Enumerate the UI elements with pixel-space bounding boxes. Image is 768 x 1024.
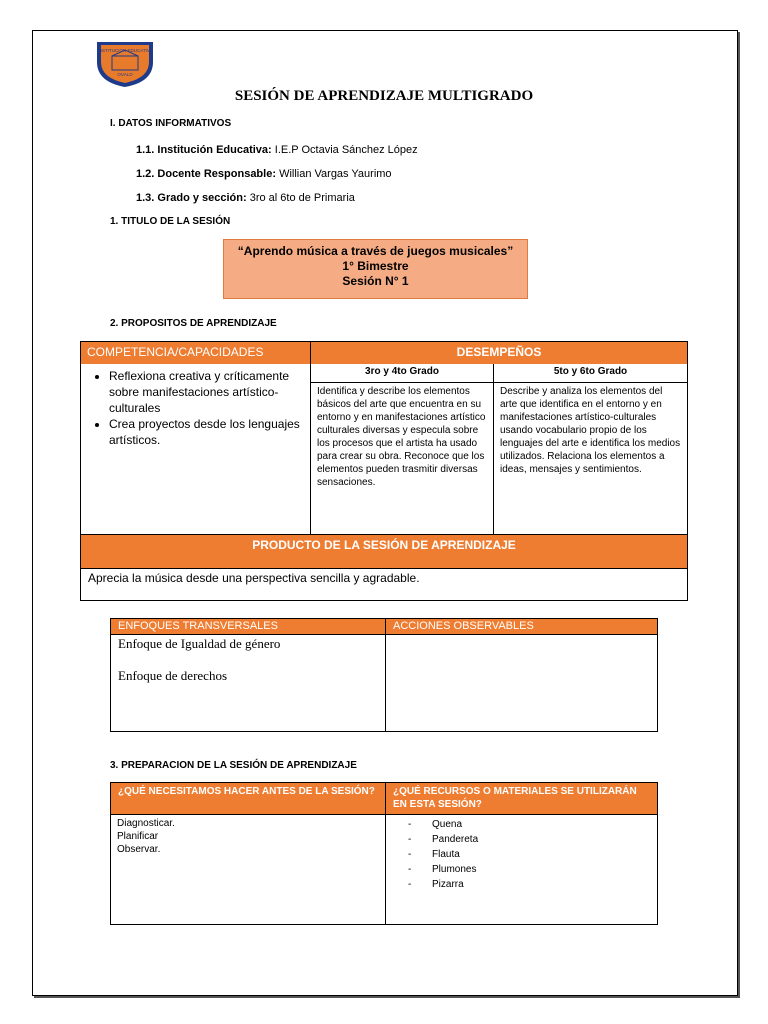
recurso-item: - Quena — [386, 817, 657, 832]
enfoque-item: Enfoque de derechos — [118, 668, 228, 683]
enfoques-cell — [111, 634, 385, 731]
acciones-header: ACCIONES OBSERVABLES — [385, 619, 657, 634]
propositos-table — [80, 341, 688, 601]
preparacion-table — [110, 782, 658, 925]
producto-header: PRODUCTO DE LA SESIÓN DE APRENDIZAJE — [81, 534, 687, 568]
sub-header-3-4: 3ro y 4to Grado — [310, 364, 493, 382]
datos-value: I.E.P Octavia Sánchez López — [274, 144, 418, 156]
antes-cell — [111, 814, 385, 924]
datos-label: 1.2. Docente Responsable: — [136, 168, 276, 180]
session-title-box — [223, 239, 528, 299]
producto-text: Aprecia la música desde una perspectiva sencilla y agradable. — [81, 568, 687, 600]
school-logo — [94, 40, 156, 88]
datos-item-docente — [136, 168, 392, 180]
logo-text-mid: OVALO — [117, 72, 133, 77]
propositos-heading: 2. PROPOSITOS DE APRENDIZAJE — [110, 318, 277, 329]
datos-item-institucion — [136, 144, 418, 156]
datos-label: 1.1. Institución Educativa: — [136, 144, 272, 156]
datos-heading: I. DATOS INFORMATIVOS — [110, 118, 232, 129]
competencia-header: COMPETENCIA/CAPACIDADES — [81, 342, 310, 364]
desempeno-5-6: Describe y analiza los elementos del arte que identifica en el entorno y en manifestaciones artístico-culturales usando vocabulario propio de los lenguajes del arte e identifica los medios utilizados. Relaciona los elementos a ideas, mensajes y sentimientos. — [493, 382, 687, 534]
datos-label: 1.3. Grado y sección: — [136, 192, 247, 204]
capacidades-list — [81, 368, 310, 448]
enfoques-table — [110, 618, 658, 732]
session-bimestre: 1° Bimestre — [342, 259, 409, 273]
antes-item: Diagnosticar. — [117, 818, 175, 829]
preparacion-heading: 3. PREPARACION DE LA SESIÓN DE APRENDIZAJE — [110, 760, 357, 771]
enfoque-item: Enfoque de Igualdad de género — [118, 636, 281, 651]
datos-item-grado — [136, 192, 355, 204]
session-number: Sesión N° 1 — [342, 274, 409, 288]
antes-item: Observar. — [117, 844, 161, 855]
antes-item: Planificar — [117, 831, 159, 842]
datos-value: Willian Vargas Yaurimo — [279, 168, 392, 180]
antes-header: ¿QUÉ NECESITAMOS HACER ANTES DE LA SESIÓN? — [111, 783, 385, 814]
capacidades-cell — [81, 364, 310, 534]
titulo-heading: 1. TITULO DE LA SESIÓN — [110, 216, 231, 227]
recurso-item: - Plumones — [386, 862, 657, 877]
datos-value: 3ro al 6to de Primaria — [249, 192, 355, 204]
desempenos-header: DESEMPEÑOS — [310, 342, 687, 364]
recursos-header: ¿QUÉ RECURSOS O MATERIALES SE UTILIZARÁN EN ESTA SESIÓN? — [385, 783, 657, 814]
enfoques-header: ENFOQUES TRANSVERSALES — [111, 619, 385, 634]
desempeno-3-4: Identifica y describe los elementos básicos del arte que encuentra en su entorno y en manifestaciones artístico culturales diversas y especula sobre los procesos que el artista ha usado para crear su obra. Reconoce que los elementos pueden trasmitir diversas sensaciones. — [310, 382, 493, 534]
recurso-item: - Flauta — [386, 847, 657, 862]
recurso-item: - Pandereta — [386, 832, 657, 847]
capacidad-item: • Crea proyectos desde los lenguajes artísticos. — [109, 416, 310, 448]
page-title: SESIÓN DE APRENDIZAJE MULTIGRADO — [234, 88, 534, 104]
acciones-cell — [385, 634, 657, 731]
capacidad-item: • Reflexiona creativa y críticamente sobre manifestaciones artístico-culturales — [109, 368, 310, 416]
sub-header-5-6: 5to y 6to Grado — [493, 364, 687, 382]
recurso-item: - Pizarra — [386, 877, 657, 892]
recursos-cell — [385, 814, 657, 924]
session-title: “Aprendo música a través de juegos musicales” — [237, 244, 514, 258]
recursos-list — [386, 817, 657, 892]
logo-text-top: INSTITUCION EDUCATIVA — [97, 48, 153, 53]
